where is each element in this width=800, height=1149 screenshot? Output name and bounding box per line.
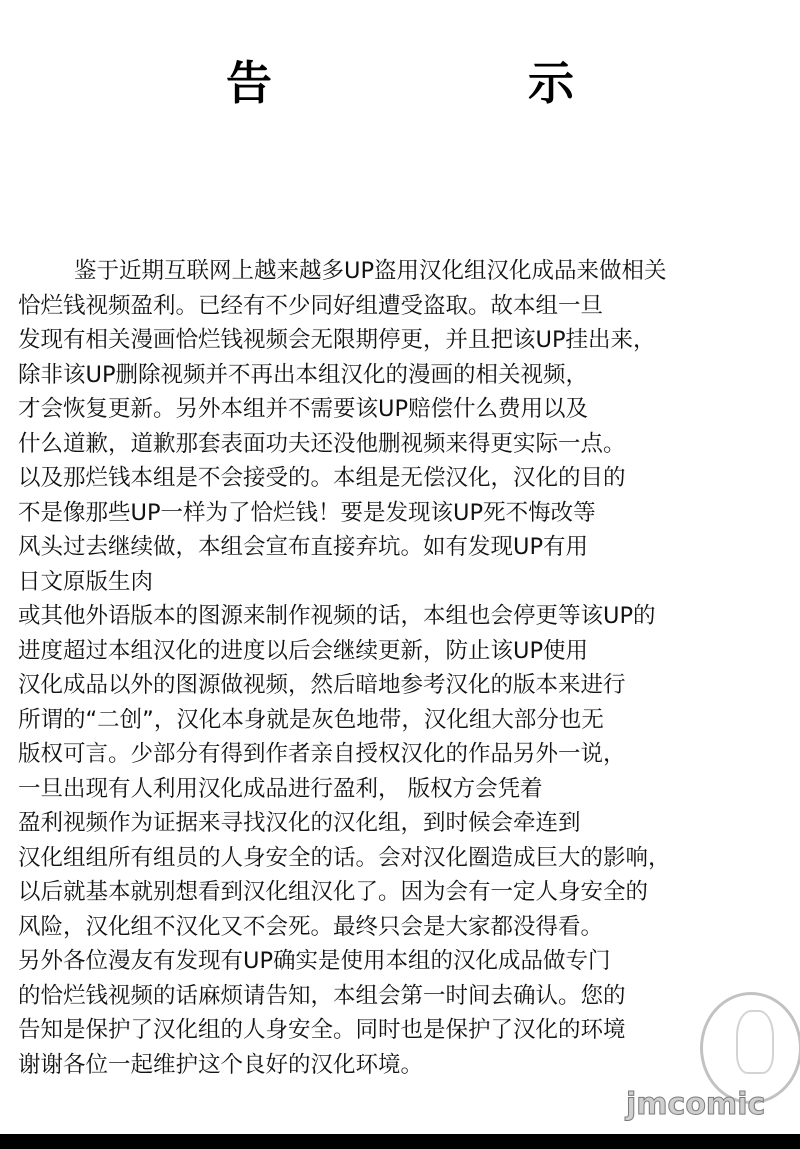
notice-line: 发现有相关漫画恰烂钱视频会无限期停更，并且把该UP挂出来，: [18, 327, 656, 353]
notice-line: 进度超过本组汉化的进度以后会继续更新，防止该UP使用: [18, 637, 589, 664]
notice-line: 谢谢各位一起维护这个良好的汉化环境。: [18, 1051, 424, 1078]
notice-line: 一旦出现有人利用汉化成品进行盈利， 版权方会凭着: [18, 775, 543, 802]
notice-title: 告 示: [225, 56, 694, 110]
notice-line: 日文原版生肉: [18, 568, 154, 595]
notice-line: 所谓的“二创”，汉化本身就是灰色地带，汉化组大部分也无: [18, 706, 604, 733]
notice-line: 以后就基本就别想看到汉化组汉化了。因为会有一定人身安全的: [18, 879, 649, 905]
figure-watermark-icon: [736, 1010, 774, 1074]
notice-line: 才会恢复更新。另外本组并不需要该UP赔偿什么费用以及: [18, 396, 589, 422]
notice-line: 鉴于近期互联网上越来越多UP盗用汉化组汉化成品来做相关: [74, 258, 667, 284]
notice-line: 风险，汉化组不汉化又不会死。最终只会是大家都没得看。: [18, 913, 604, 940]
notice-line: 恰烂钱视频盈利。已经有不少同好组遭受盗取。故本组一旦: [18, 292, 604, 319]
notice-body: [18, 254, 798, 1082]
notice-line: 另外各位漫友有发现有UP确实是使用本组的汉化成品做专门: [18, 948, 611, 974]
notice-line: 汉化组组所有组员的人身安全的话。会对汉化圈造成巨大的影响，: [18, 844, 671, 871]
notice-line: 以及那烂钱本组是不会接受的。本组是无偿汉化，汉化的目的: [18, 465, 626, 491]
notice-line: 什么道歉，道歉那套表面功夫还没他删视频来得更实际一点。: [18, 430, 626, 457]
notice-line: 的恰烂钱视频的话麻烦请告知，本组会第一时间去确认。您的: [18, 982, 626, 1009]
bottom-border: [0, 1134, 800, 1149]
notice-line: 版权可言。少部分有得到作者亲自授权汉化的作品另外一说，: [18, 741, 626, 767]
site-watermark: jmcomic: [626, 1087, 766, 1122]
notice-line: 汉化成品以外的图源做视频，然后暗地参考汉化的版本来进行: [18, 672, 626, 698]
notice-line: 风头过去继续做，本组会宣布直接弃坑。如有发现UP有用: [18, 534, 589, 560]
notice-line: 盈利视频作为证据来寻找汉化的汉化组，到时候会牵连到: [18, 810, 581, 836]
notice-line: 不是像那些UP一样为了恰烂钱！要是发现该UP死不悔改等: [18, 499, 596, 526]
notice-line: 或其他外语版本的图源来制作视频的话，本组也会停更等该UP的: [18, 603, 656, 629]
notice-line: 除非该UP删除视频并不再出本组汉化的漫画的相关视频，: [18, 361, 589, 388]
notice-line: 告知是保护了汉化组的人身安全。同时也是保护了汉化的环境: [18, 1017, 626, 1043]
